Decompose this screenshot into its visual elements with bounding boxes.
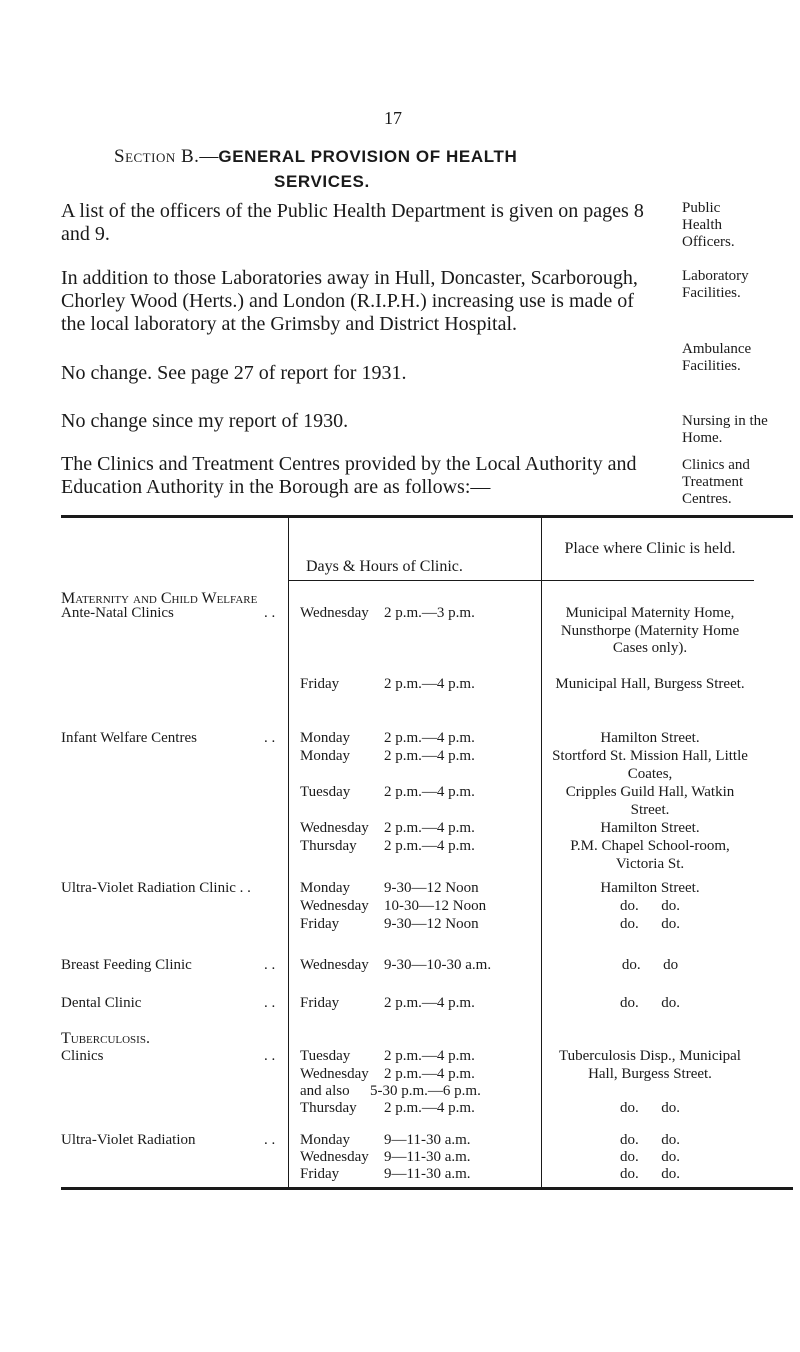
- time: 9-30—10-30 a.m.: [384, 957, 492, 973]
- day: Wednesday: [300, 605, 369, 621]
- margin-note-ambulance: Ambulance Facilities.: [682, 341, 752, 374]
- infant-slot-4: [300, 820, 475, 838]
- day: Monday: [300, 880, 350, 896]
- page-number: 17: [384, 108, 402, 128]
- infant-place-3: Cripples Guild Hall, Watkin Street.: [565, 784, 735, 818]
- time: 2 p.m.—4 p.m.: [384, 1100, 475, 1116]
- day: Friday: [300, 916, 340, 932]
- infant-place-1: Hamilton Street.: [600, 730, 700, 746]
- day: Monday: [300, 730, 350, 746]
- leader-dots: . .: [264, 1132, 276, 1148]
- leader-dots: . .: [264, 957, 276, 973]
- day: Monday: [300, 748, 350, 764]
- table-bottom-rule: [61, 1187, 793, 1190]
- time: 5-30 p.m.—6 p.m.: [370, 1083, 481, 1099]
- infant-slot-2: [300, 748, 475, 766]
- row-breast-label: Breast Feeding Clinic: [61, 957, 192, 973]
- day: Monday: [300, 1132, 350, 1148]
- infant-place-4: Hamilton Street.: [600, 820, 700, 836]
- time: 9—11-30 a.m.: [384, 1166, 471, 1182]
- time: 2 p.m.—4 p.m.: [384, 838, 475, 854]
- row-tb-label: Clinics: [61, 1048, 104, 1064]
- infant-slot-5: [300, 838, 475, 856]
- table-top-rule: [61, 515, 793, 518]
- row-school-label: [61, 1180, 75, 1181]
- tbuv-place-2: do. do.: [620, 1149, 680, 1165]
- infant-slot-3: [300, 784, 475, 802]
- day: Friday: [300, 676, 340, 692]
- tb-slot-4: [300, 1100, 475, 1118]
- antenatal-slot-1: [300, 605, 475, 623]
- time: 2 p.m.—4 p.m.: [384, 1066, 475, 1082]
- day: Thursday: [300, 838, 357, 854]
- antenatal-place-1: Municipal Maternity Home, Nunsthorpe (Maternity Home Cases only).: [560, 605, 740, 656]
- paragraph-ambulance: No change. See page 27 of report for 1931.: [61, 362, 407, 384]
- tbuv-slot-2: [300, 1149, 471, 1167]
- time: 9—11-30 a.m.: [384, 1149, 471, 1165]
- leader-dots: . .: [264, 730, 276, 746]
- infant-place-2: Stortford St. Mission Hall, Little Coates,: [552, 748, 748, 782]
- day: Tuesday: [300, 784, 351, 800]
- tb-place-2: do. do.: [620, 1100, 680, 1116]
- paragraph-clinics: The Clinics and Treatment Centres provided by the Local Authority and Education Authority in the Borough are as follows:—: [61, 453, 637, 498]
- uv-slot-1: [300, 880, 479, 898]
- tb-place-1: Tuberculosis Disp., Municipal Hall, Burgess Street.: [559, 1048, 741, 1082]
- school-place: [546, 1180, 754, 1181]
- row-dental-label: Dental Clinic: [61, 995, 142, 1011]
- tbuv-slot-1: [300, 1132, 471, 1150]
- uv-place-1: Hamilton Street.: [600, 880, 700, 896]
- day: Friday: [300, 1166, 340, 1182]
- heading-title-line2: SERVICES.: [274, 172, 370, 191]
- time: 9-30—12 Noon: [384, 880, 479, 896]
- table-column-divider-2: [541, 518, 542, 1188]
- header-place: Place where Clinic is held.: [564, 540, 736, 557]
- leader-dots: . .: [264, 1048, 276, 1064]
- time: 2 p.m.—4 p.m.: [384, 995, 475, 1011]
- uv-slot-2: [300, 898, 486, 916]
- infant-place-5: P.M. Chapel School-room, Victoria St.: [570, 838, 730, 872]
- time: 2 p.m.—4 p.m.: [384, 784, 475, 800]
- antenatal-slot-2: [300, 676, 475, 694]
- margin-note-laboratory: Laboratory Facilities.: [682, 268, 749, 301]
- leader-dots: . .: [264, 995, 276, 1011]
- time: 10-30—12 Noon: [384, 898, 487, 914]
- day: Friday: [300, 995, 340, 1011]
- heading-title-line1: GENERAL PROVISION OF HEALTH: [218, 147, 518, 166]
- section-maternity: Maternity and Child Welfare: [61, 590, 258, 607]
- margin-note-officers: Public Health Officers.: [682, 200, 735, 250]
- time: 2 p.m.—4 p.m.: [384, 820, 475, 836]
- heading-dash: —: [199, 146, 219, 167]
- uv-slot-3: [300, 916, 479, 934]
- table-column-divider-1: [288, 518, 289, 1188]
- tb-slot-1: [300, 1048, 475, 1066]
- leader-dots: . .: [264, 605, 276, 621]
- school-hours-3: [300, 1180, 309, 1181]
- time: 2 p.m.—3 p.m.: [384, 605, 475, 621]
- margin-note-nursing: Nursing in the Home.: [682, 413, 768, 446]
- margin-note-clinics: Clinics and Treatment Centres.: [682, 457, 750, 507]
- paragraph-laboratories: In addition to those Laboratories away in Hull, Doncaster, Scarborough, Chorley Wood (Herts.) and London (R.I.P.H.) increasing use is made of the local laboratory at the Grimsby and District Hospital.: [61, 267, 638, 335]
- day: Wednesday: [300, 1066, 369, 1082]
- header-days-hours: Days & Hours of Clinic.: [306, 558, 463, 575]
- section-heading: [114, 144, 654, 194]
- row-tbuv-label: Ultra-Violet Radiation: [61, 1132, 196, 1148]
- tbuv-place-1: do. do.: [620, 1132, 680, 1148]
- antenatal-place-2: Municipal Hall, Burgess Street.: [555, 676, 745, 692]
- table-header-rule: [288, 580, 754, 581]
- paragraph-officers: A list of the officers of the Public Health Department is given on pages 8 and 9.: [61, 200, 644, 245]
- time: 9—11-30 a.m.: [384, 1132, 471, 1148]
- time: 2 p.m.—4 p.m.: [384, 730, 475, 746]
- tb-slot-3: [300, 1083, 481, 1101]
- day: Wednesday: [300, 898, 369, 914]
- day: and also: [300, 1083, 350, 1099]
- row-infant-label: Infant Welfare Centres: [61, 730, 197, 746]
- tbuv-slot-3: [300, 1166, 471, 1184]
- time: 2 p.m.—4 p.m.: [384, 1048, 475, 1064]
- dental-slot: [300, 995, 475, 1013]
- infant-slot-1: [300, 730, 475, 748]
- paragraph-nursing: No change since my report of 1930.: [61, 410, 349, 432]
- day: Thursday: [300, 1100, 357, 1116]
- day: Wednesday: [300, 957, 369, 973]
- day: Wednesday: [300, 820, 369, 836]
- row-uv-label: Ultra-Violet Radiation Clinic . .: [61, 880, 251, 896]
- time: 9-30—12 Noon: [384, 916, 479, 932]
- section-tuberculosis: Tuberculosis.: [61, 1030, 150, 1047]
- uv-place-2: do. do.: [620, 898, 680, 914]
- section-label: Section B.: [114, 146, 200, 167]
- dental-place: do. do.: [620, 995, 680, 1011]
- time: 2 p.m.—4 p.m.: [384, 676, 475, 692]
- uv-place-3: do. do.: [620, 916, 680, 932]
- day: Tuesday: [300, 1048, 351, 1064]
- breast-place: do. do: [621, 957, 679, 973]
- row-antenatal-label: Ante-Natal Clinics: [61, 605, 174, 621]
- tb-slot-2: [300, 1066, 475, 1084]
- day: Wednesday: [300, 1149, 369, 1165]
- tbuv-place-3: do. do.: [620, 1166, 680, 1182]
- time: 2 p.m.—4 p.m.: [384, 748, 475, 764]
- breast-slot: [300, 957, 491, 975]
